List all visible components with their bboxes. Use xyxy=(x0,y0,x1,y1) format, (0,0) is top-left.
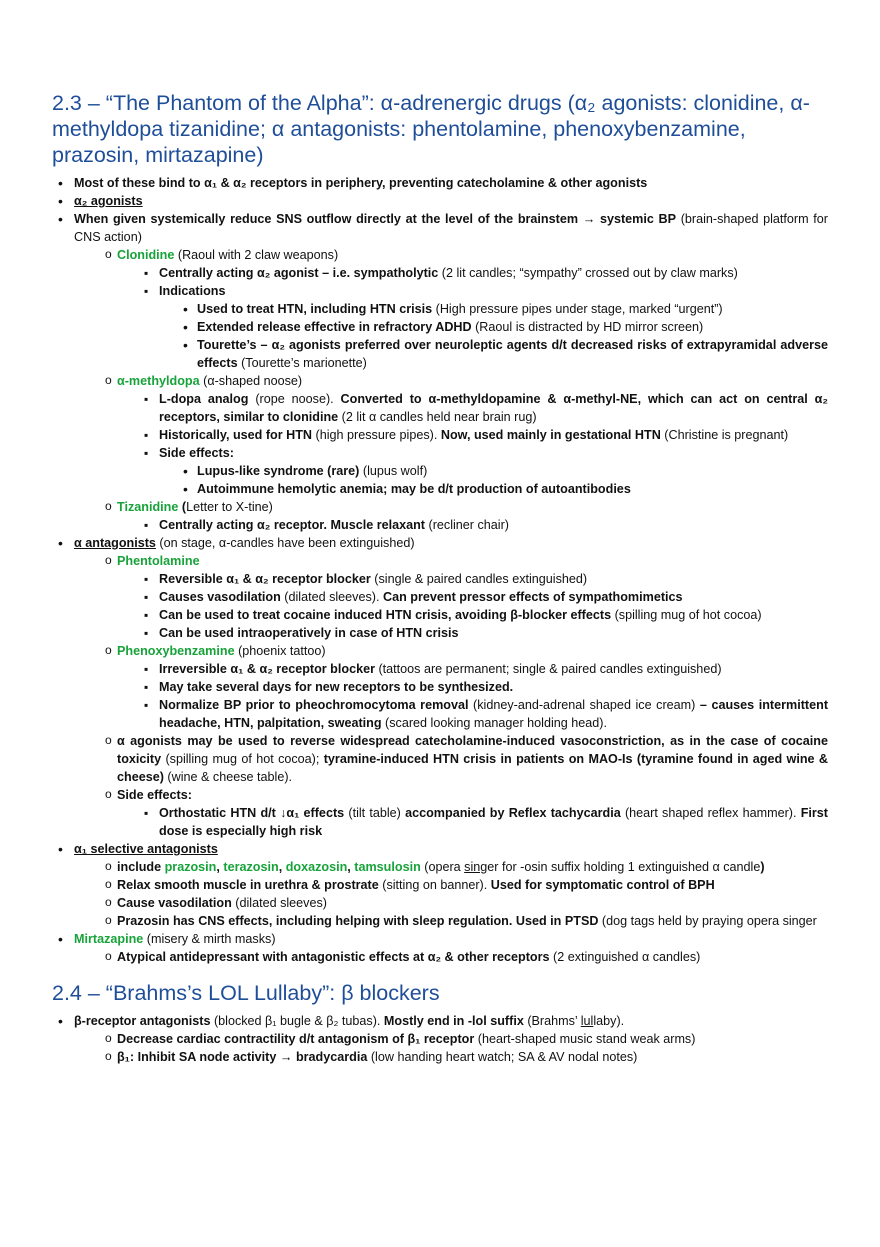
drug-methyldopa: o α-methyldopa (α-shaped noose) ▪ L-dopa analog (rope noose). Converted to α-methyldopamine & α-methyl-NE, which can act on central α₂ receptors, similar to clonidine (2 lit α candles held near brain rug) ▪ Historically, used for HTN (high pressure pipes). Now, used mainly in gestational HTN (Christine is pregnant) ▪ Side effects: • Lupus-like syndrome (rare) (lupus wolf) • Autoimmune hemolytic anemia; may be d/t production of autoantibodies xyxy=(96,372,828,498)
list-item: o α agonists may be used to reverse widespread catecholamine-induced vasoconstriction, as in the case of cocaine toxicity (spilling mug of hot cocoa); tyramine-induced HTN crisis in patients on MAO-Is (tyramine found in aged wine & cheese) (wine & cheese table). xyxy=(96,732,828,786)
list-item: ▪ May take several days for new receptors to be synthesized. xyxy=(139,678,828,696)
list-item: o β₁: Inhibit SA node activity → bradycardia (low handing heart watch; SA & AV nodal notes) xyxy=(96,1048,828,1066)
list-item: • Most of these bind to α₁ & α₂ receptors in periphery, preventing catecholamine & other agonists xyxy=(52,174,828,192)
drug-mirtazapine: • Mirtazapine (misery & mirth masks) o Atypical antidepressant with antagonistic effects at α₂ & other receptors (2 extinguished α candles) xyxy=(52,930,828,966)
list-item: ▪ L-dopa analog (rope noose). Converted to α-methyldopamine & α-methyl-NE, which can act on central α₂ receptors, similar to clonidine (2 lit α candles held near brain rug) xyxy=(139,390,828,426)
list-item: o Atypical antidepressant with antagonistic effects at α₂ & other receptors (2 extinguished α candles) xyxy=(96,948,828,966)
list-item: • Tourette’s – α₂ agonists preferred over neuroleptic agents d/t decreased risks of extrapyramidal adverse effects (Tourette’s marionette) xyxy=(177,336,828,372)
list-item: o Side effects: ▪ Orthostatic HTN d/t ↓α₁ effects (tilt table) accompanied by Reflex tachycardia (heart shaped reflex hammer). First dose is especially high risk xyxy=(96,786,828,840)
list-item: ▪ Causes vasodilation (dilated sleeves). Can prevent pressor effects of sympathomimetics xyxy=(139,588,828,606)
list-item: ▪ Centrally acting α₂ receptor. Muscle relaxant (recliner chair) xyxy=(139,516,828,534)
list-item: • When given systemically reduce SNS outflow directly at the level of the brainstem → systemic BP (brain-shaped platform for CNS action) o Clonidine (Raoul with 2 claw weapons) ▪ Centrally acting α₂ agonist – i.e. sympatholytic (2 lit candles; “sympathy” crossed out by claw marks) ▪ Indications • Used to treat HTN, including HTN crisis (High pressure pipes under stage, marked “urgent”) • Extended release effective in refractory ADHD (Raoul is distracted by HD mirror screen) • Tourette’s – α₂ agonists preferred over neuroleptic agents d/t decreased risks of extrapyramidal adverse effects (Tourette’s marionette) o α-methyldopa (α-shaped noose) ▪ L-dopa analog (rope noose). Converted to α-methyldopamine & α-methyl-NE, which can act on central α₂ receptors, similar to clonidine (2 lit α candles held near brain rug) ▪ Historically, used for HTN (high pressure pipes). Now, used mainly in gestational HTN (Christine is pregnant) ▪ Side effects: • Lupus-like syndrome (rare) (lupus wolf) • Autoimmune hemolytic anemia; may be d/t production of autoantibodies o Tizanidine (Letter to X-tine) ▪ Centrally acting α₂ receptor. Muscle relaxant (recliner chair) xyxy=(52,210,828,534)
list-item: ▪ Normalize BP prior to pheochromocytoma removal (kidney-and-adrenal shaped ice cream) – causes intermittent headache, HTN, palpitation, sweating (scared looking manager holding head). xyxy=(139,696,828,732)
section-2-4-list xyxy=(52,1012,828,1066)
list-item: o Prazosin has CNS effects, including helping with sleep regulation. Used in PTSD (dog tags held by praying opera singer xyxy=(96,912,828,930)
drug-phenoxybenzamine: o Phenoxybenzamine (phoenix tattoo) ▪ Irreversible α₁ & α₂ receptor blocker (tattoos are permanent; single & paired candles extinguished) ▪ May take several days for new receptors to be synthesized. ▪ Normalize BP prior to pheochromocytoma removal (kidney-and-adrenal shaped ice cream) – causes intermittent headache, HTN, palpitation, sweating (scared looking manager holding head). xyxy=(96,642,828,732)
list-item: ▪ Orthostatic HTN d/t ↓α₁ effects (tilt table) accompanied by Reflex tachycardia (heart shaped reflex hammer). First dose is especially high risk xyxy=(139,804,828,840)
list-item: ▪ Irreversible α₁ & α₂ receptor blocker (tattoos are permanent; single & paired candles extinguished) xyxy=(139,660,828,678)
notes-page xyxy=(52,90,828,1066)
list-item: • Used to treat HTN, including HTN crisis (High pressure pipes under stage, marked “urgent”) xyxy=(177,300,828,318)
list-item: • α antagonists (on stage, α-candles have been extinguished) o Phentolamine ▪ Reversible α₁ & α₂ receptor blocker (single & paired candles extinguished) ▪ Causes vasodilation (dilated sleeves). Can prevent pressor effects of sympathomimetics ▪ Can be used to treat cocaine induced HTN crisis, avoiding β-blocker effects (spilling mug of hot cocoa) ▪ Can be used intraoperatively in case of HTN crisis o Phenoxybenzamine (phoenix tattoo) ▪ Irreversible α₁ & α₂ receptor blocker (tattoos are permanent; single & paired candles extinguished) ▪ May take several days for new receptors to be synthesized. ▪ Normalize BP prior to pheochromocytoma removal (kidney-and-adrenal shaped ice cream) – causes intermittent headache, HTN, palpitation, sweating (scared looking manager holding head). o α agonists may be used to reverse widespread catecholamine-induced vasoconstriction, as in the case of cocaine toxicity (spilling mug of hot cocoa); tyramine-induced HTN crisis in patients on MAO-Is (tyramine found in aged wine & cheese) (wine & cheese table). o Side effects: ▪ Orthostatic HTN d/t ↓α₁ effects (tilt table) accompanied by Reflex tachycardia (heart shaped reflex hammer). First dose is especially high risk xyxy=(52,534,828,840)
list-item: ▪ Centrally acting α₂ agonist – i.e. sympatholytic (2 lit candles; “sympathy” crossed out by claw marks) xyxy=(139,264,828,282)
drug-clonidine: o Clonidine (Raoul with 2 claw weapons) ▪ Centrally acting α₂ agonist – i.e. sympatholytic (2 lit candles; “sympathy” crossed out by claw marks) ▪ Indications • Used to treat HTN, including HTN crisis (High pressure pipes under stage, marked “urgent”) • Extended release effective in refractory ADHD (Raoul is distracted by HD mirror screen) • Tourette’s – α₂ agonists preferred over neuroleptic agents d/t decreased risks of extrapyramidal adverse effects (Tourette’s marionette) xyxy=(96,246,828,372)
drug-phentolamine: o Phentolamine ▪ Reversible α₁ & α₂ receptor blocker (single & paired candles extinguished) ▪ Causes vasodilation (dilated sleeves). Can prevent pressor effects of sympathomimetics ▪ Can be used to treat cocaine induced HTN crisis, avoiding β-blocker effects (spilling mug of hot cocoa) ▪ Can be used intraoperatively in case of HTN crisis xyxy=(96,552,828,642)
list-item: • α₂ agonists xyxy=(52,192,828,210)
list-item: ▪ Reversible α₁ & α₂ receptor blocker (single & paired candles extinguished) xyxy=(139,570,828,588)
list-item: o include prazosin, terazosin, doxazosin, tamsulosin (opera singer for -osin suffix holding 1 extinguished α candle) xyxy=(96,858,828,876)
section-2-3-heading: 2.3 – “The Phantom of the Alpha”: α-adrenergic drugs (α₂ agonists: clonidine, α-methyldopa tizanidine; α antagonists: phentolamine, phenoxybenzamine, prazosin, mirtazapine) xyxy=(52,91,810,167)
list-item: ▪ Indications • Used to treat HTN, including HTN crisis (High pressure pipes under stage, marked “urgent”) • Extended release effective in refractory ADHD (Raoul is distracted by HD mirror screen) • Tourette’s – α₂ agonists preferred over neuroleptic agents d/t decreased risks of extrapyramidal adverse effects (Tourette’s marionette) xyxy=(139,282,828,372)
list-item: • Extended release effective in refractory ADHD (Raoul is distracted by HD mirror screen) xyxy=(177,318,828,336)
list-item: ▪ Can be used intraoperatively in case of HTN crisis xyxy=(139,624,828,642)
list-item: • β-receptor antagonists (blocked β₁ bugle & β₂ tubas). Mostly end in -lol suffix (Brahms’ lullaby). o Decrease cardiac contractility d/t antagonism of β₁ receptor (heart-shaped music stand weak arms) o β₁: Inhibit SA node activity → bradycardia (low handing heart watch; SA & AV nodal notes) xyxy=(52,1012,828,1066)
list-item: ▪ Can be used to treat cocaine induced HTN crisis, avoiding β-blocker effects (spilling mug of hot cocoa) xyxy=(139,606,828,624)
list-item: ▪ Side effects: • Lupus-like syndrome (rare) (lupus wolf) • Autoimmune hemolytic anemia; may be d/t production of autoantibodies xyxy=(139,444,828,498)
list-item: o Cause vasodilation (dilated sleeves) xyxy=(96,894,828,912)
list-item: ▪ Historically, used for HTN (high pressure pipes). Now, used mainly in gestational HTN (Christine is pregnant) xyxy=(139,426,828,444)
list-item: • Lupus-like syndrome (rare) (lupus wolf) xyxy=(177,462,828,480)
list-item: o Decrease cardiac contractility d/t antagonism of β₁ receptor (heart-shaped music stand weak arms) xyxy=(96,1030,828,1048)
section-2-3-list xyxy=(52,174,828,966)
drug-tizanidine: o Tizanidine (Letter to X-tine) ▪ Centrally acting α₂ receptor. Muscle relaxant (recliner chair) xyxy=(96,498,828,534)
list-item: o Relax smooth muscle in urethra & prostrate (sitting on banner). Used for symptomatic control of BPH xyxy=(96,876,828,894)
section-2-4-heading: 2.4 – “Brahms’s LOL Lullaby”: β blockers xyxy=(52,981,440,1005)
list-item: • Autoimmune hemolytic anemia; may be d/t production of autoantibodies xyxy=(177,480,828,498)
list-item: • α₁ selective antagonists o include prazosin, terazosin, doxazosin, tamsulosin (opera singer for -osin suffix holding 1 extinguished α candle) o Relax smooth muscle in urethra & prostrate (sitting on banner). Used for symptomatic control of BPH o Cause vasodilation (dilated sleeves) o Prazosin has CNS effects, including helping with sleep regulation. Used in PTSD (dog tags held by praying opera singer xyxy=(52,840,828,930)
